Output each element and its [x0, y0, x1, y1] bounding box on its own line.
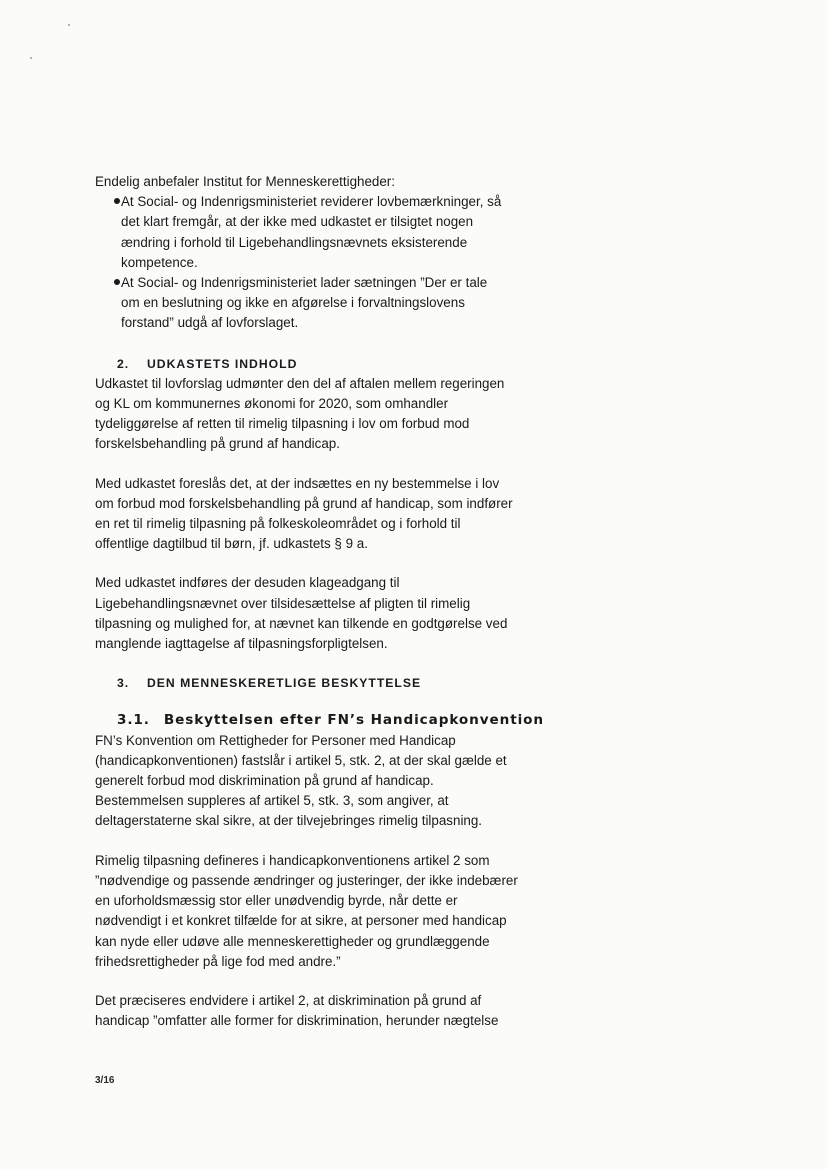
bullet-icon — [114, 279, 120, 285]
text-line: kan nyde eller udøve alle menneskerettigheder og grundlæggende — [95, 933, 490, 949]
paragraph — [95, 573, 565, 654]
scan-speck — [30, 57, 32, 59]
text-line: ændring i forhold til Ligebehandlingsnævnets eksisterende — [121, 234, 468, 250]
bullet-icon — [114, 198, 120, 204]
text-line: Udkastet til lovforslag udmønter den del af aftalen mellem regeringen — [95, 375, 505, 391]
text-line: en ret til rimelig tilpasning på folkeskoleområdet og i forhold til — [95, 516, 461, 532]
paragraph — [95, 474, 565, 555]
list-item — [121, 192, 565, 273]
list-item — [121, 273, 565, 334]
text-line: At Social- og Indenrigsministeriet lader sætningen ”Der er tale — [121, 275, 488, 291]
text-line: (handicapkonventionen) fastslår i artikel 5, stk. 2, at der skal gælde et — [95, 752, 507, 768]
text-line: Det præciseres endvidere i artikel 2, at diskrimination på grund af — [95, 992, 482, 1008]
text-line: Med udkastet foreslås det, at der indsættes en ny bestemmelse i lov — [95, 475, 500, 491]
text-line: tilpasning og mulighed for, at nævnet kan tilkende en godtgørelse ved — [95, 615, 508, 631]
text-line: tydeliggørelse af retten til rimelig tilpasning i lov om forbud mod — [95, 416, 470, 432]
text-line: frihedsrettigheder på lige fod med andre.” — [95, 953, 341, 969]
section-number: 3. — [117, 676, 130, 691]
subsection-number: 3.1. — [117, 712, 150, 729]
intro-lead: Endelig anbefaler Institut for Menneskerettigheder: — [95, 174, 395, 189]
text-line: deltagerstaterne skal sikre, at der tilvejebringes rimelig tilpasning. — [95, 813, 483, 829]
text-line: offentlige dagtilbud til børn, jf. udkastets § 9 a. — [95, 536, 368, 552]
text-line: om en beslutning og ikke en afgørelse i forvaltningslovens — [121, 295, 465, 311]
section-title: DEN MENNESKERETLIGE BESKYTTELSE — [147, 676, 422, 691]
paragraph — [95, 851, 565, 972]
text-line: Ligebehandlingsnævnet over tilsidesættelse af pligten til rimelig — [95, 595, 471, 611]
section-heading — [95, 673, 565, 693]
text-line: FN’s Konvention om Rettigheder for Personer med Handicap — [95, 732, 456, 748]
text-line: nødvendigt i et konkret tilfælde for at sikre, at personer med handicap — [95, 913, 507, 929]
text-line: forstand” udgå af lovforslaget. — [121, 315, 299, 331]
subsection-title: Beskyttelsen efter FN’s Handicapkonvention — [163, 712, 544, 729]
text-line: manglende iagttagelse af tilpasningsforpligtelsen. — [95, 636, 388, 652]
text-line: og KL om kommunernes økonomi for 2020, som omhandler — [95, 396, 449, 412]
section-heading — [95, 354, 565, 374]
section-title: UDKASTETS INDHOLD — [147, 356, 298, 371]
page-number: 3/16 — [95, 1075, 115, 1086]
scan-speck — [68, 24, 70, 26]
text-line: det klart fremgår, at der ikke med udkastet er tilsigtet nogen — [121, 214, 474, 230]
paragraph — [95, 374, 565, 455]
text-line: handicap ”omfatter alle former for diskrimination, herunder nægtelse — [95, 1013, 499, 1029]
document-body — [95, 172, 565, 1031]
text-line: kompetence. — [121, 254, 198, 270]
text-line: generelt forbud mod diskrimination på grund af handicap. — [95, 773, 434, 789]
text-line: Rimelig tilpasning defineres i handicapkonventionens artikel 2 som — [95, 852, 490, 868]
text-line: ”nødvendige og passende ændringer og justeringer, der ikke indebærer — [95, 872, 518, 888]
section-number: 2. — [117, 356, 130, 371]
text-line: en uforholdsmæssig stor eller unødvendig byrde, når dette er — [95, 893, 458, 909]
text-line: At Social- og Indenrigsministeriet reviderer lovbemærkninger, så — [121, 194, 502, 210]
paragraph — [95, 731, 565, 832]
recommendation-list — [95, 192, 565, 333]
text-line: Bestemmelsen suppleres af artikel 5, stk. 3, som angiver, at — [95, 793, 449, 809]
text-line: forskelsbehandling på grund af handicap. — [95, 436, 340, 452]
subsection-heading — [95, 710, 565, 730]
paragraph — [95, 991, 565, 1031]
text-line: Med udkastet indføres der desuden klageadgang til — [95, 575, 400, 591]
text-line: om forbud mod forskelsbehandling på grund af handicap, som indfører — [95, 495, 513, 511]
